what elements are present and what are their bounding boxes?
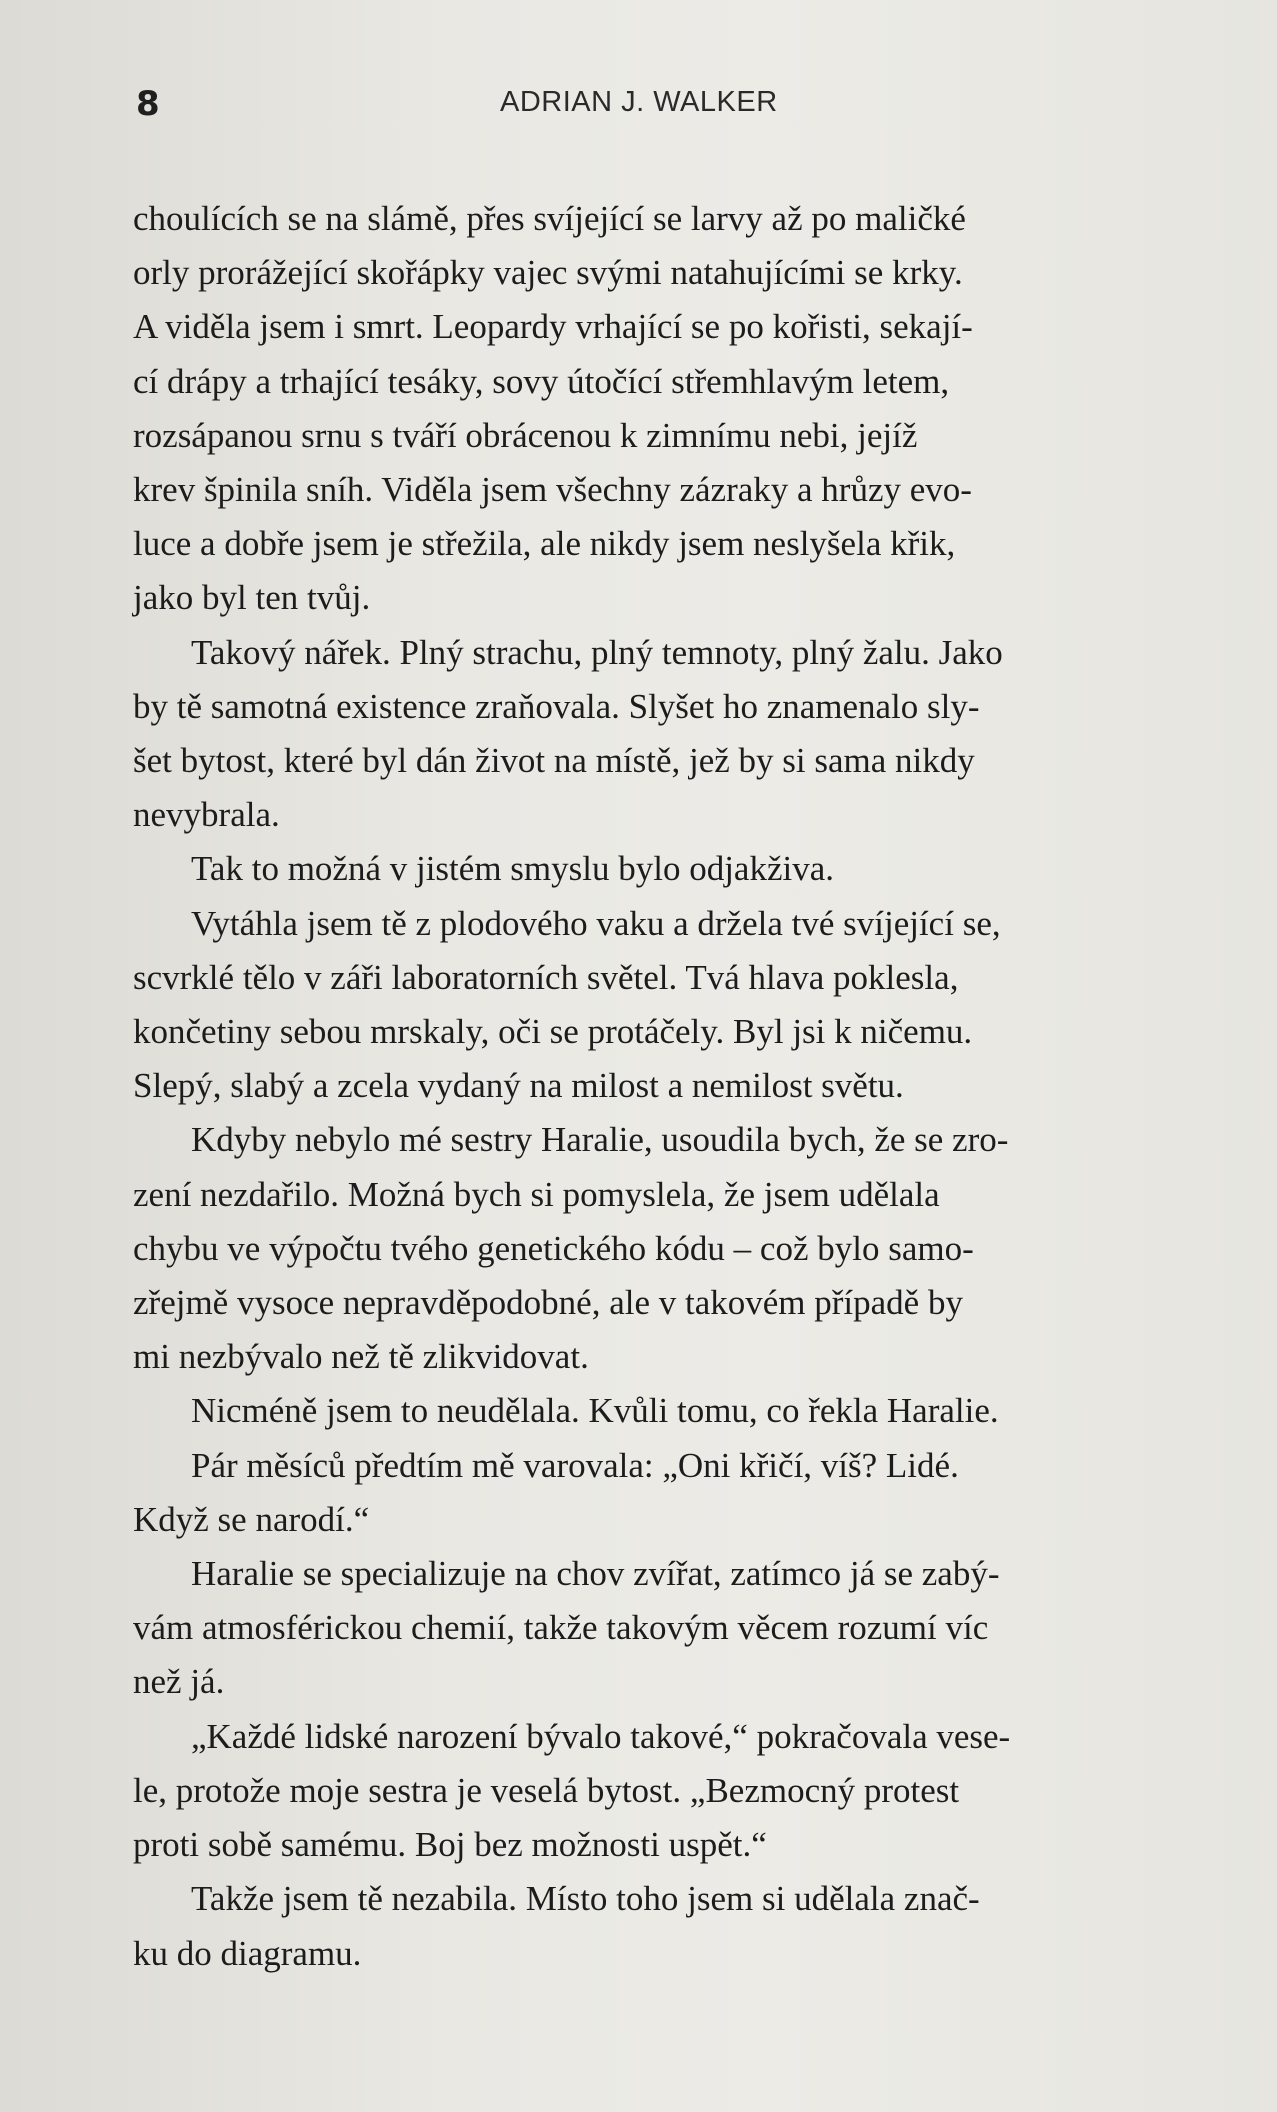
text-line: Vytáhla jsem tě z plodového vaku a držela tvé svíjející se, <box>191 903 1001 943</box>
text-line: vám atmosférickou chemií, takže takovým věcem rozumí víc <box>133 1608 989 1648</box>
text-line: rozsápanou srnu s tváří obrácenou k zimnímu nebi, jejíž <box>133 415 918 455</box>
paragraph-8 <box>133 1547 1153 1710</box>
text-line: chybu ve výpočtu tvého genetického kódu – což bylo samo- <box>133 1228 974 1268</box>
text-line: Haralie se specializuje na chov zvířat, zatímco já se zabý- <box>191 1554 1000 1594</box>
text-line: jako byl ten tvůj. <box>133 578 371 618</box>
paragraph-3 <box>133 842 1153 896</box>
text-line: Tak to možná v jistém smyslu bylo odjakživa. <box>191 849 835 889</box>
text-line: Nicméně jsem to neudělala. Kvůli tomu, co řekla Haralie. <box>191 1391 999 1431</box>
text-line: šet bytost, které byl dán život na místě, jež by si sama nikdy <box>133 741 975 781</box>
text-line: cí drápy a trhající tesáky, sovy útočící střemhlavým letem, <box>133 361 950 401</box>
paragraph-10 <box>133 1872 1153 1980</box>
text-line: Když se narodí.“ <box>133 1499 370 1539</box>
paragraph-2 <box>133 626 1153 843</box>
text-line: než já. <box>133 1662 225 1702</box>
text-line: choulících se na slámě, přes svíjející se larvy až po maličké <box>133 199 966 238</box>
text-line: luce a dobře jsem je střežila, ale nikdy jsem neslyšela křik, <box>133 524 956 564</box>
text-line: scvrklé tělo v záři laboratorních světel. Tvá hlava poklesla, <box>133 957 959 997</box>
text-line: „Každé lidské narození bývalo takové,“ pokračovala vese- <box>191 1716 1011 1756</box>
text-line: nevybrala. <box>133 795 280 835</box>
text-line: Takže jsem tě nezabila. Místo toho jsem si udělala znač- <box>191 1879 980 1919</box>
paragraph-7 <box>133 1439 1153 1547</box>
paragraph-6 <box>133 1384 1153 1438</box>
paragraph-5 <box>133 1113 1153 1384</box>
running-head: ADRIAN J. WALKER <box>500 86 778 118</box>
page-number: 8 <box>136 84 161 124</box>
paragraph-1 <box>133 192 1153 626</box>
body-text <box>133 192 1153 1981</box>
text-line: orly prorážející skořápky vajec svými natahujícími se krky. <box>133 253 963 293</box>
text-line: mi nezbývalo než tě zlikvidovat. <box>133 1337 589 1377</box>
paragraph-4 <box>133 897 1153 1114</box>
text-line: končetiny sebou mrskaly, oči se protáčely. Byl jsi k ničemu. <box>133 1012 973 1052</box>
text-line: zení nezdařilo. Možná bych si pomyslela, že jsem udělala <box>133 1174 940 1214</box>
text-line: ku do diagramu. <box>133 1933 362 1973</box>
text-line: by tě samotná existence zraňovala. Slyšet ho znamenalo sly- <box>133 686 980 726</box>
text-line: A viděla jsem i smrt. Leopardy vrhající se po kořisti, sekají- <box>133 307 973 347</box>
text-line: Slepý, slabý a zcela vydaný na milost a nemilost světu. <box>133 1066 904 1106</box>
text-line: Kdyby nebylo mé sestry Haralie, usoudila bych, že se zro- <box>191 1120 1009 1160</box>
text-line: zřejmě vysoce nepravděpodobné, ale v takovém případě by <box>133 1283 963 1323</box>
text-line: proti sobě samému. Boj bez možnosti uspět.“ <box>133 1825 767 1865</box>
text-line: krev špinila sníh. Viděla jsem všechny zázraky a hrůzy evo- <box>133 470 972 510</box>
paragraph-9 <box>133 1710 1153 1873</box>
text-line: le, protože moje sestra je veselá bytost. „Bezmocný protest <box>133 1770 960 1810</box>
text-line: Takový nářek. Plný strachu, plný temnoty, plný žalu. Jako <box>191 632 1003 672</box>
text-line: Pár měsíců předtím mě varovala: „Oni křičí, víš? Lidé. <box>191 1445 959 1485</box>
